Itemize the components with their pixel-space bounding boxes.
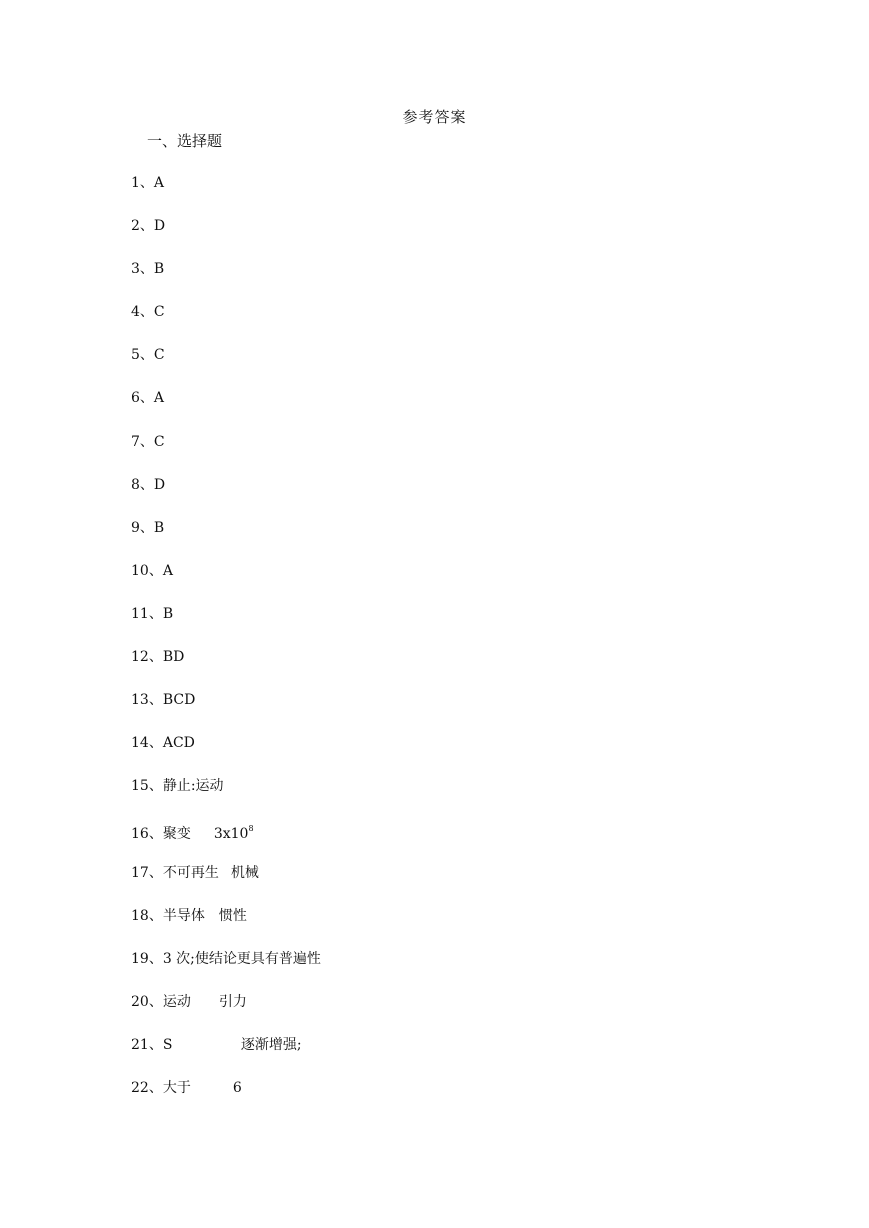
- answer-text: 聚变: [162, 826, 191, 843]
- answer-item-1: [131, 174, 321, 217]
- answer-number: 21、: [131, 1036, 163, 1053]
- answer-item-15: [131, 777, 321, 820]
- answer-text: 半导体: [162, 907, 205, 924]
- answer-text-second: 逐渐增强;: [240, 1036, 302, 1053]
- answer-number: 22、: [131, 1079, 163, 1096]
- answer-text: 不可再生: [162, 864, 219, 881]
- answer-number: 1、: [131, 175, 154, 191]
- answer-number: 8、: [131, 476, 154, 493]
- answer-text: 3 次;使结论更具有普遍性: [162, 950, 321, 967]
- answer-item-21: [131, 1036, 321, 1079]
- answer-list: [131, 174, 321, 1122]
- answer-text: B: [153, 261, 165, 278]
- answer-item-17: [131, 864, 321, 907]
- answer-number: 7、: [131, 433, 154, 450]
- answer-text: A: [162, 562, 173, 579]
- answer-text: BCD: [162, 692, 196, 709]
- answer-number: 13、: [131, 692, 163, 709]
- section-heading: 一、选择题: [147, 132, 223, 150]
- answer-number: 9、: [131, 519, 154, 536]
- page-title: 参考答案: [402, 108, 467, 126]
- answer-text: D: [153, 218, 166, 235]
- answer-number: 19、: [131, 950, 163, 967]
- answer-item-20: [131, 993, 321, 1036]
- answer-item-12: [131, 648, 321, 691]
- answer-text: S: [162, 1036, 173, 1053]
- answer-item-4: [131, 303, 321, 346]
- answer-text-second: 机械: [230, 864, 259, 881]
- answer-item-22: [131, 1079, 321, 1122]
- answer-item-6: [131, 389, 321, 432]
- answer-text: A: [153, 390, 165, 407]
- answer-number: 2、: [131, 218, 154, 235]
- answer-text: D: [153, 476, 166, 493]
- answer-item-10: [131, 562, 321, 605]
- answer-text: B: [162, 605, 174, 622]
- answer-text: BD: [162, 649, 185, 666]
- answer-item-14: [131, 734, 321, 777]
- answer-text-second: 引力: [218, 993, 247, 1010]
- answer-text-second: 惯性: [218, 907, 247, 924]
- answer-number: 18、: [131, 907, 163, 924]
- answer-text: C: [153, 347, 165, 364]
- answer-item-5: [131, 346, 321, 389]
- answer-text-second: [214, 820, 254, 843]
- answer-item-9: [131, 519, 321, 562]
- answer-number: 11、: [131, 605, 163, 622]
- answer-number: 20、: [131, 993, 163, 1010]
- answer-text: A: [153, 175, 165, 191]
- answer-item-16: [131, 820, 321, 863]
- answer-number: 10、: [131, 562, 163, 579]
- answer-item-3: [131, 260, 321, 303]
- answer-item-11: [131, 605, 321, 648]
- answer-number: 3、: [131, 261, 154, 278]
- answer-number: 15、: [131, 778, 163, 795]
- answer-number: 14、: [131, 735, 163, 752]
- answer-item-18: [131, 907, 321, 950]
- answer-text: C: [153, 304, 165, 321]
- answer-item-13: [131, 691, 321, 734]
- answer-text-second: 6: [232, 1079, 242, 1096]
- answer-text: 大于: [162, 1079, 191, 1096]
- answer-base: 3x10: [213, 826, 249, 843]
- answer-item-7: [131, 433, 321, 476]
- answer-number: 16、: [131, 826, 163, 843]
- answer-item-19: [131, 950, 321, 993]
- answer-text: B: [153, 519, 165, 536]
- answer-number: 12、: [131, 649, 163, 666]
- answer-text: C: [153, 433, 165, 450]
- answer-exponent: 8: [248, 824, 254, 834]
- answer-number: 4、: [131, 304, 154, 321]
- answer-item-8: [131, 476, 321, 519]
- answer-item-2: [131, 217, 321, 260]
- answer-text: 静止:运动: [162, 778, 224, 795]
- answer-number: 6、: [131, 390, 154, 407]
- answer-text: ACD: [162, 735, 195, 752]
- answer-text: 运动: [162, 993, 191, 1010]
- answer-number: 17、: [131, 864, 163, 881]
- answer-number: 5、: [131, 347, 154, 364]
